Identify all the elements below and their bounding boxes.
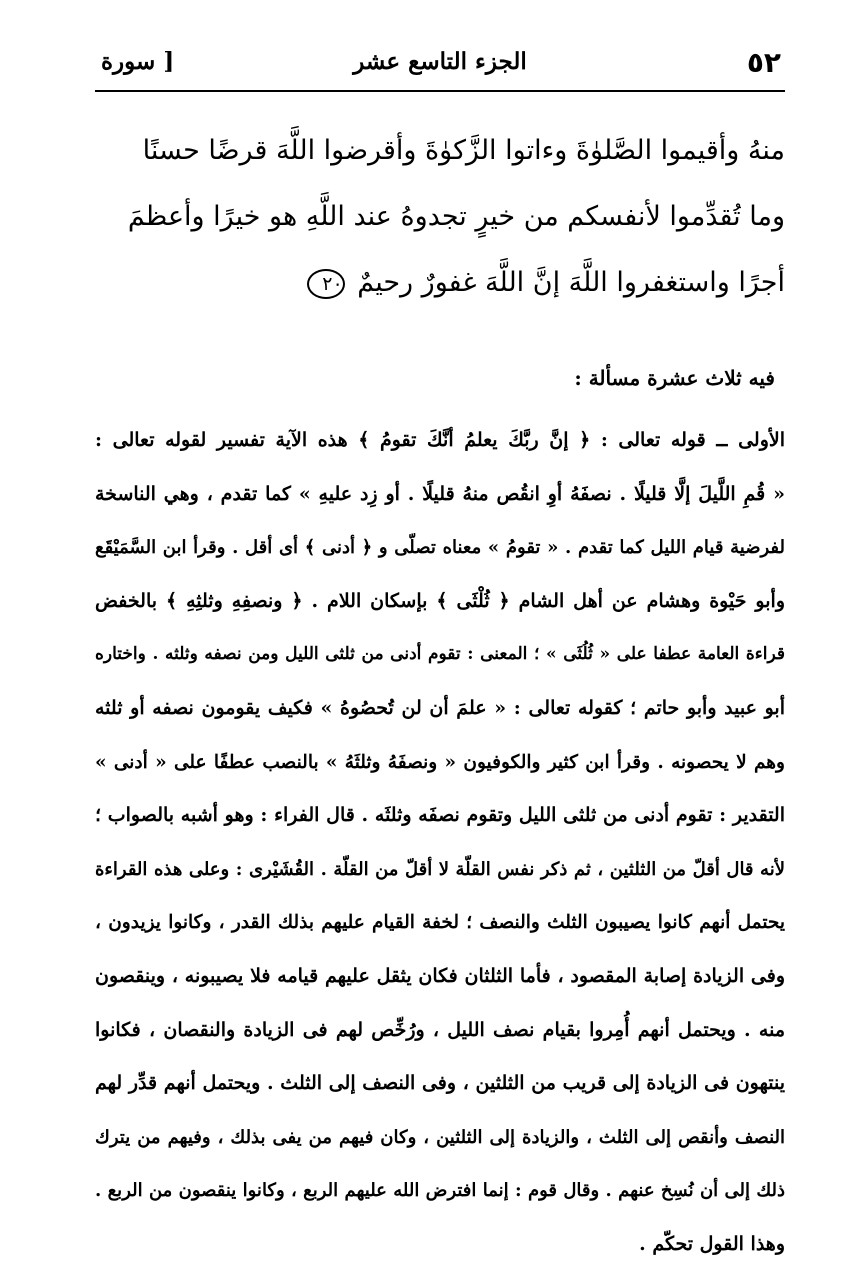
ayah-number-marker: ٢٠ <box>307 269 345 299</box>
commentary-line: يحتمل أنهم كانوا يصيبون الثلث والنصف ؛ لخفة القيام عليهم بذلك القدر ، وكانوا يزيدون ، <box>95 912 785 934</box>
commentary-line: منه . ويحتمل أنهم أُمِروا بقيام نصف الليل ، ورُخِّص لهم فى الزيادة والنقصان ، فكانوا <box>95 1018 785 1041</box>
commentary-line: وفى الزيادة إصابة المقصود ، فأما الثلثان فكان يثقل عليهم قيامه فلا يصيبونه ، وينقصون <box>95 964 785 987</box>
quran-verse-block <box>95 118 785 316</box>
commentary-line: الأولى ــ قوله تعالى : ﴿ إنَّ ربَّكَ يعلمُ أنَّكَ تقومُ ﴾ هذه الآية تفسير لقوله تعالى : <box>95 429 785 451</box>
quran-line <box>95 250 785 316</box>
commentary-line: وأبو حَيْوة وهشام عن أهل الشام ﴿ ثُلْثَى ﴾ بإسكان اللام . ﴿ ونصفِهِ وثلثِهِ ﴾ بالخفض <box>95 589 785 612</box>
quran-line: وما تُقدِّموا لأنفسكم من خيرٍ تجدوهُ عند اللَّهِ هو خيرًا وأعظمَ <box>127 201 785 232</box>
commentary-line: النصف وأنقص إلى الثلث ، والزيادة إلى الثلثين ، وكان فيهم من يفى بذلك ، وفيهم من يترك <box>95 1126 785 1148</box>
quran-line-text: أجرًا واستغفروا اللَّهَ إنَّ اللَّهَ غفورٌ رحيمٌ <box>357 267 785 298</box>
book-page <box>95 40 785 1255</box>
commentary-line: أبو عبيد وأبو حاتم ؛ كقوله تعالى : « علمَ أن لن تُحصُوهُ » فكيف يقومون نصفه أو ثلثه <box>95 696 785 719</box>
running-title: الجزء التاسع عشر <box>353 48 527 75</box>
commentary-line: التقدير : تقوم أدنى من ثلثى الليل وتقوم نصفَه وثلثَه . قال الفراء : وهو أشبه بالصواب ؛ <box>95 804 785 827</box>
commentary-line: قراءة العامة عطفا على « ثُلُثَى » ؛ المعنى : تقوم أدنى من ثلثى الليل ومن نصفه وثلثه . واختاره <box>95 644 785 665</box>
commentary-line: وهذا القول تحكّم . <box>639 1232 785 1255</box>
commentary-line: لأنه قال أقلّ من الثلثين ، ثم ذكر نفس القلّة لا أقلّ من القلّة . القُشَيْرى : وعلى هذه القراءة <box>95 858 785 880</box>
commentary-line: وهم لا يحصونه . وقرأ ابن كثير والكوفيون « ونصفَهُ وثلثَهُ » بالنصب عطفًا على « أدنى » <box>95 751 785 773</box>
surah-label: سورة ] <box>101 48 175 75</box>
section-heading: فيه ثلاث عشرة مسألة : <box>574 366 775 390</box>
commentary-text <box>95 414 785 1272</box>
page-number: ٥٢ <box>746 46 781 79</box>
page-header <box>95 40 785 86</box>
header-rule <box>95 90 785 92</box>
commentary-line: ينتهون فى الزيادة إلى قريب من الثلثين ، وفى النصف إلى الثلث . ويحتمل أنهم قدِّر لهم <box>95 1072 785 1095</box>
commentary-line: لفرضية قيام الليل كما تقدم . « تقومُ » معناه تصلّى و ﴿ أدنى ﴾ أى أقل . وقرأ ابن السَّمَيْقَع <box>95 537 785 559</box>
commentary-line: « قُمِ اللَّيلَ إلَّا قليلًا . نصفَهُ أوِ انقُص منهُ قليلًا . أو زِد عليهِ » كما تقدم ، وهي الناسخة <box>95 482 785 505</box>
commentary-line: ذلك إلى أن نُسِخ عنهم . وقال قوم : إنما افترض الله عليهم الربع ، وكانوا ينقصون من الربع . <box>95 1180 785 1202</box>
quran-line: منهُ وأقيموا الصَّلوٰةَ وءاتوا الزَّكوٰةَ وأقرضوا اللَّهَ قرضًا حسنًا <box>142 135 785 166</box>
